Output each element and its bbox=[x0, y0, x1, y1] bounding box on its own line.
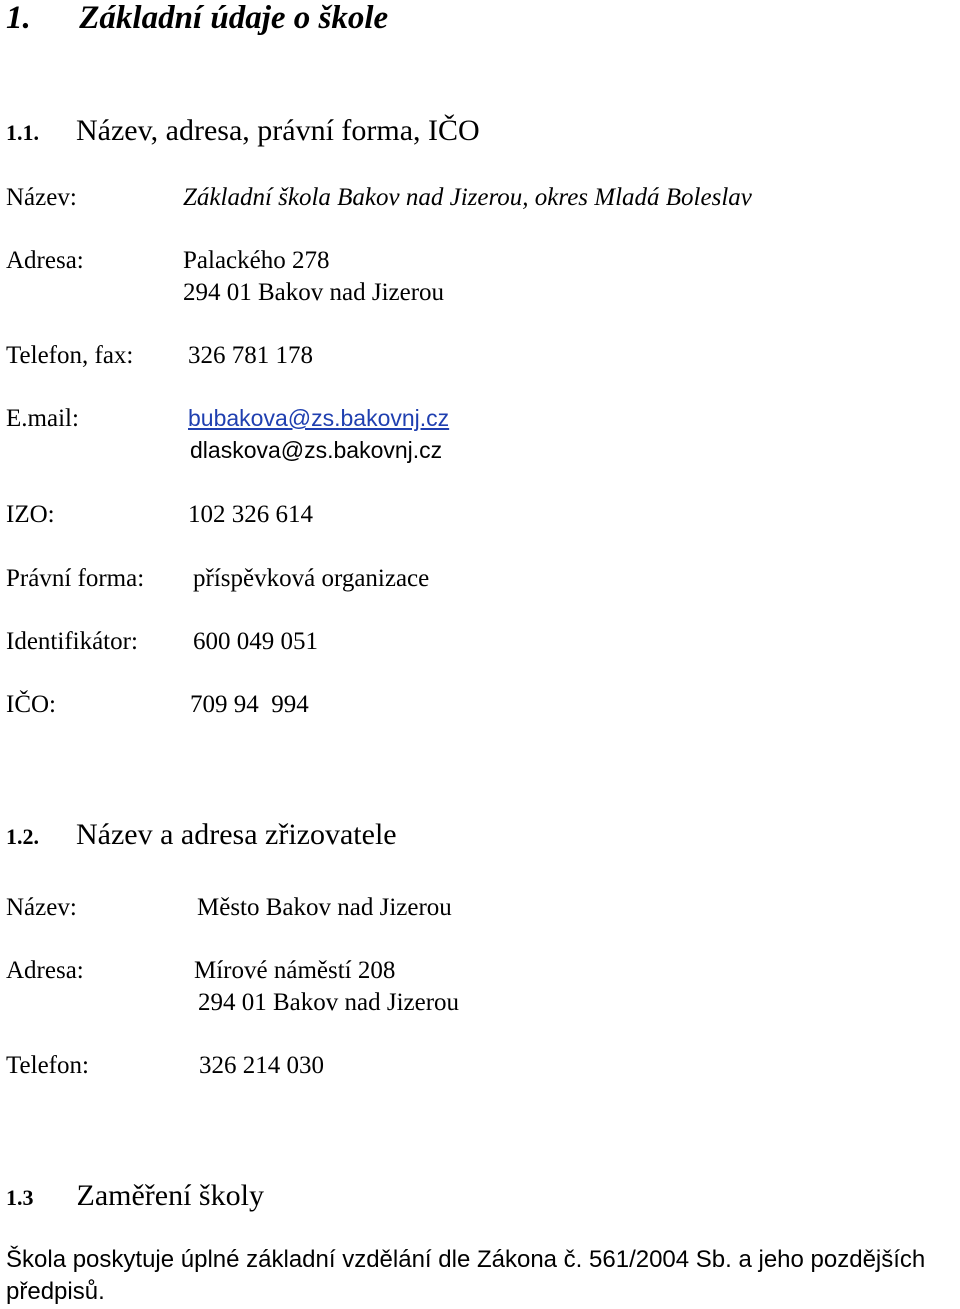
section-1-3-heading bbox=[6, 1181, 264, 1211]
ico-label: IČO: bbox=[6, 691, 56, 718]
section-1-3-title: Zaměření školy bbox=[76, 1179, 264, 1212]
school-address-line1: Palackého 278 bbox=[183, 247, 330, 274]
identifier-value: 600 049 051 bbox=[193, 628, 318, 655]
school-email-label: E.mail: bbox=[6, 405, 79, 432]
section-1-2-heading bbox=[6, 820, 397, 850]
section-1-1-heading bbox=[6, 116, 480, 146]
founder-address-line2: 294 01 Bakov nad Jizerou bbox=[198, 989, 460, 1016]
founder-address-label: Adresa: bbox=[6, 957, 84, 984]
section-1-number: 1. bbox=[6, 0, 31, 36]
section-1-1-title: Název, adresa, právní forma, IČO bbox=[76, 114, 480, 147]
email-2: dlaskova@zs.bakovnj.cz bbox=[190, 437, 443, 463]
focus-text-line2: předpisů. bbox=[6, 1278, 105, 1305]
izo-label: IZO: bbox=[6, 501, 55, 528]
school-name-label: Název: bbox=[6, 184, 77, 211]
school-address-line2: 294 01 Bakov nad Jizerou bbox=[183, 279, 445, 306]
founder-phone-value: 326 214 030 bbox=[199, 1052, 324, 1079]
identifier-label: Identifikátor: bbox=[6, 628, 138, 655]
founder-name-label: Název: bbox=[6, 894, 77, 921]
focus-text-line1: Škola poskytuje úplné základní vzdělání dle Zákona č. 561/2004 Sb. a jeho pozdějších bbox=[6, 1246, 926, 1273]
section-1-2-title: Název a adresa zřizovatele bbox=[76, 818, 397, 851]
email-link-1[interactable]: bubakova@zs.bakovnj.cz bbox=[188, 405, 450, 431]
section-1-heading bbox=[6, 2, 388, 35]
legal-form-label: Právní forma: bbox=[6, 565, 145, 592]
section-1-2-number: 1.2. bbox=[6, 824, 39, 849]
school-name-value: Základní škola Bakov nad Jizerou, okres Mladá Boleslav bbox=[183, 184, 752, 211]
section-1-1-number: 1.1. bbox=[6, 120, 39, 145]
school-phone-label: Telefon, fax: bbox=[6, 342, 134, 369]
founder-address-line1: Mírové náměstí 208 bbox=[194, 957, 396, 984]
izo-value: 102 326 614 bbox=[188, 501, 313, 528]
school-address-label: Adresa: bbox=[6, 247, 84, 274]
legal-form-value: příspěvková organizace bbox=[193, 565, 430, 592]
founder-phone-label: Telefon: bbox=[6, 1052, 89, 1079]
section-1-3-number: 1.3 bbox=[6, 1185, 34, 1210]
school-phone-value: 326 781 178 bbox=[188, 342, 313, 369]
founder-name-value: Město Bakov nad Jizerou bbox=[197, 894, 452, 921]
section-1-title: Základní údaje o škole bbox=[79, 0, 389, 36]
ico-value: 709 94 994 bbox=[190, 691, 309, 718]
